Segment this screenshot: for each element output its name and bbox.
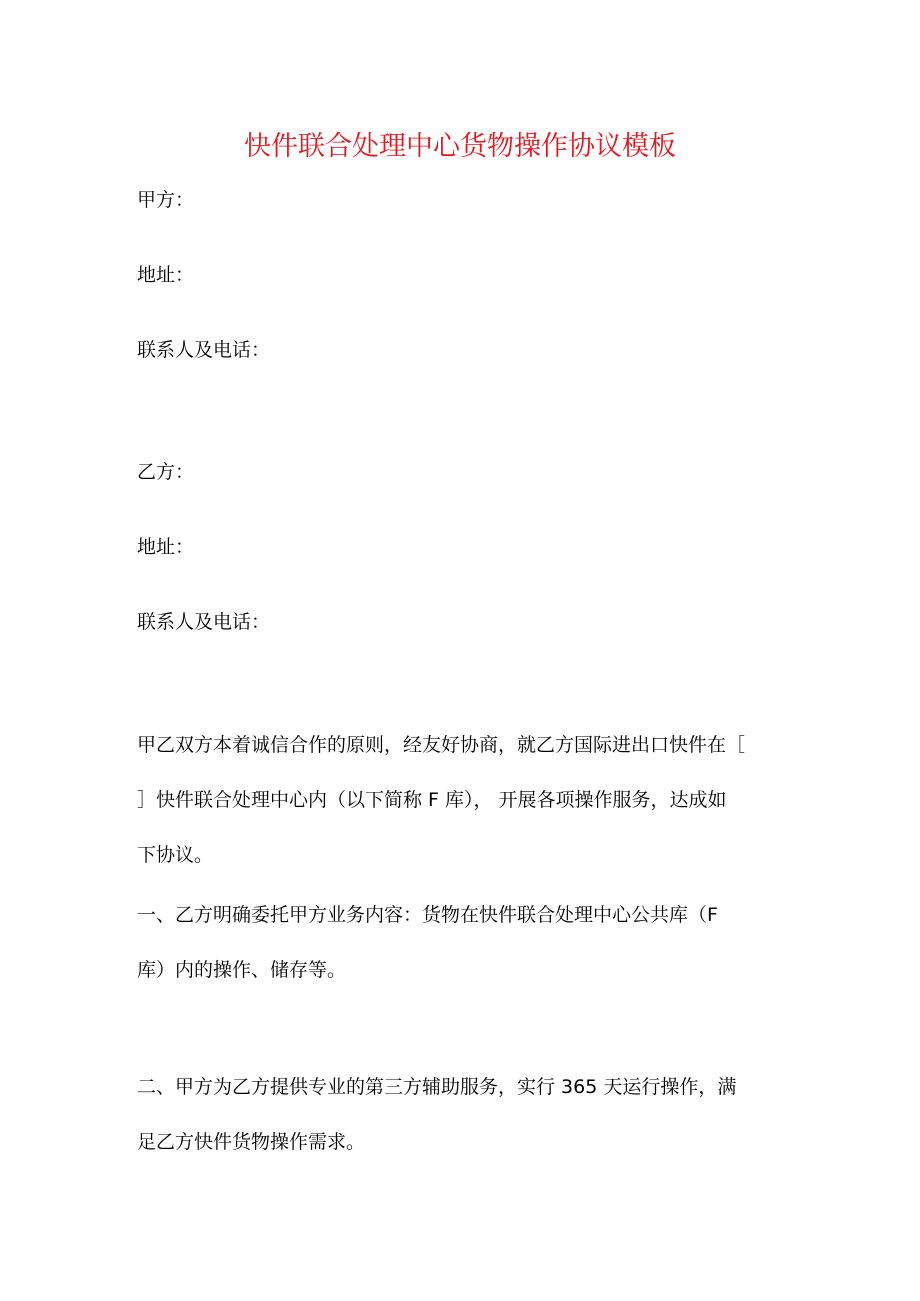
intro-line: 甲乙双方本着诚信合作的原则，经友好协商，就乙方国际进出口快件在［ (137, 734, 746, 756)
clause-2-line: 足乙方快件货物操作需求。 (137, 1131, 366, 1153)
party-b-address-label: 地址： (137, 536, 195, 558)
clause-1-paragraph (137, 901, 787, 984)
party-b-label: 乙方： (137, 461, 195, 483)
party-a-contact-label: 联系人及电话： (137, 339, 271, 361)
clause-2-line: 二、甲方为乙方提供专业的第三方辅助服务，实行 365 天运行操作，满 (137, 1076, 737, 1098)
intro-paragraph (137, 731, 787, 869)
clause-1-line: 库）内的操作、储存等。 (137, 959, 347, 981)
intro-line: ］快件联合处理中心内（以下简称 F 库）， 开展各项操作服务，达成如 (137, 789, 727, 811)
clause-1-line: 一、乙方明确委托甲方业务内容：货物在快件联合处理中心公共库（F (137, 904, 718, 926)
party-a-label: 甲方： (137, 189, 195, 211)
party-a-address-label: 地址： (137, 264, 195, 286)
document-title: 快件联合处理中心货物操作协议模板 (244, 131, 676, 162)
intro-line: 下协议。 (137, 844, 214, 866)
party-b-contact-label: 联系人及电话： (137, 611, 271, 633)
clause-2-paragraph (137, 1073, 787, 1156)
